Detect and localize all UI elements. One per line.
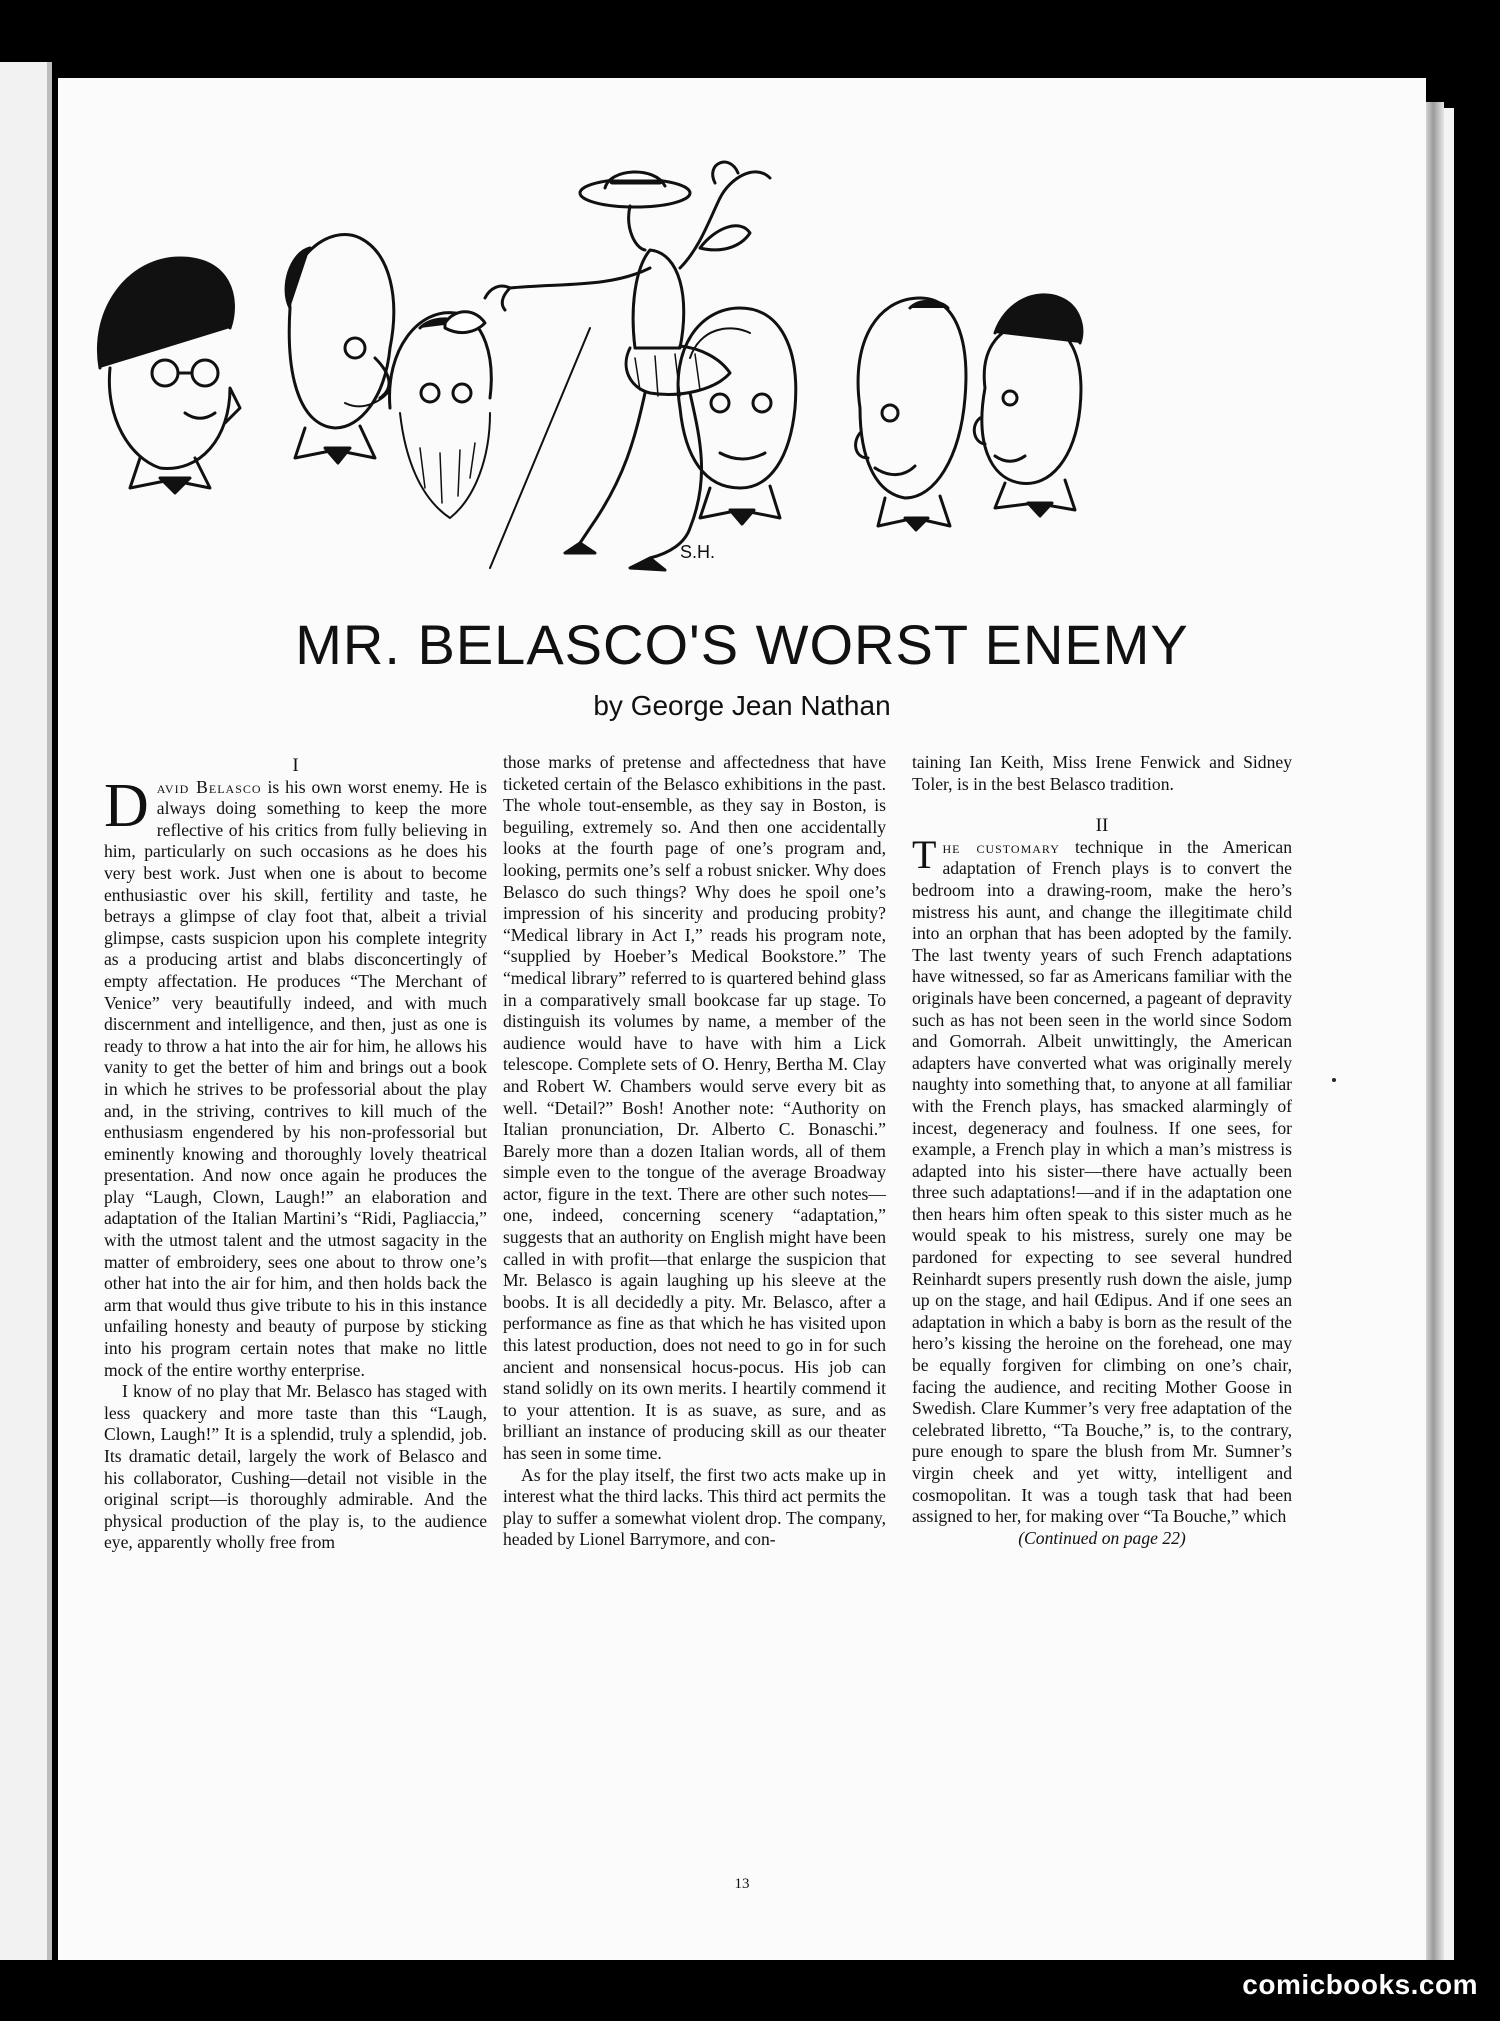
text-column-1: [104, 755, 487, 1554]
svg-text:S.H.: S.H.: [680, 542, 716, 562]
continued-note: (Continued on page 22): [1018, 1527, 1186, 1548]
drop-cap: D: [104, 771, 149, 840]
section-numeral-2: II: [1095, 815, 1109, 837]
caricature-head-5: [856, 298, 966, 530]
paragraph-text: technique in the American adaptation of French plays is to convert the bedroom into a drawing-room, make the hero’s mistress his aunt, and change the illegitimate child into an orphan that has been adopted by the family. The last twenty years of such French adaptations have witnessed, so far as Americans familiar with the originals have been concerned, a pageant of depravity such as has not been seen in the world since Sodom and Gomorrah. Albeit unwittingly, the American adapters have converted what was originally merely naughty into something that, to anyone at all familiar with the French plays, has smacked alarmingly of incest, degeneracy and foulness. If one sees, for example, a French play in which a man’s mistress is adapted into his sister—there have actually been three such adaptations!—and if in the adaptation one then hears him often speak to this sister much as he would speak to his mistress, surely one may be pardoned for expecting to see several hundred Reinhardt supers presently rush down the aisle, jump up on the stage, and hail Œdipus. And if one sees an adaptation in which a baby is born as the result of the hero’s kissing the heroine on the forehead, one may be equally forgiven for climbing on one’s chair, facing the audience, and reciting Mother Goose in Swedish. Clare Kummer’s very free adaptation of the celebrated libretto, “Ta Bouche,” is, to the contrary, pure enough to spare the blush from Mr. Sumner’s virgin cheek and yet witty, intelligent and cosmopolitan. It was a tough task that had been assigned to her, for making over “Ta Bouche,” which: [912, 836, 1292, 1527]
caricature-head-2: [286, 234, 394, 463]
print-speck: [1332, 1078, 1336, 1082]
caricature-head-6: [974, 295, 1082, 516]
caricature-illustration: [90, 158, 1330, 588]
paragraph: As for the play itself, the first two acts make up in interest what the third lacks. This third act permits the play to suffer a somewhat violent drop. The company, headed by Lionel Barrymore, and con-: [503, 1464, 886, 1550]
left-page-edge: [0, 62, 52, 1960]
lead-in-smallcaps: avid Belasco: [156, 776, 262, 797]
drop-cap: T: [912, 831, 937, 877]
dancing-girl-figure: [485, 162, 770, 570]
article-title: MR. BELASCO'S WORST ENEMY: [295, 613, 1189, 676]
article-byline: by George Jean Nathan: [593, 690, 891, 721]
page-number: 13: [734, 1876, 750, 1892]
paragraph: taining Ian Keith, Miss Irene Fenwick and Sidney Toler, is in the best Belasco tradition.: [912, 752, 1292, 794]
paragraph-text: is his own worst enemy. He is always doing something to keep the more reflective of his critics from fully believing in him, particularly on such occasions as he does his very best work. Just when one is about to become enthusiastic over his skill, fertility and taste, he betrays a glimpse of clay foot that, albeit a trivial glimpse, casts suspicion upon his complete integrity as a producing artist and blabs disconcertingly of empty affectation. He produces “The Merchant of Venice” very beautifully indeed, and with much discernment and intelligence, and then, just as one is ready to throw a hat into the air for him, he allows his vanity to get the better of him and brings out a book in which he strives to be professorial about the play and, in the striving, contrives to kill much of the enthusiasm engendered by his non-professorial but eminently knowing and thoroughly lovely theatrical presentation. And now once again he produces the play “Laugh, Clown, Laugh!” an elaboration and adaptation of the Italian Martini’s “Ridi, Pagliaccia,” with the utmost talent and the utmost sagacity in the matter of embroidery, sees one about to throw one’s other hat into the air for him, and then holds back the arm that would thus give tribute to his in this instance unfailing honesty and beauty of purpose by sticking into his program certain notes that make no little mock of the entire worthy enterprise.: [104, 776, 487, 1380]
section-numeral-1: I: [292, 755, 299, 776]
caricature-head-3: [390, 312, 492, 518]
lead-in-smallcaps: he customary: [942, 836, 1060, 857]
paragraph: I know of no play that Mr. Belasco has staged with less quackery and more taste than this “Laugh, Clown, Laugh!” It is a splendid, truly a splendid, job. Its dramatic detail, largely the work of Belasco and his collaborator, Cushing—detail not visible in the original script—is thoroughly admirable. And the physical production of the play is, to the audience eye, apparently wholly free from: [104, 1381, 487, 1553]
text-column-2: [503, 752, 886, 1551]
caricature-head-1: [98, 258, 240, 493]
text-column-3: [912, 752, 1292, 1549]
site-watermark: comicbooks.com: [1242, 1969, 1478, 2000]
page-stack-edge-outer: [1444, 108, 1454, 1960]
paragraph: [104, 771, 487, 1382]
paragraph: [912, 831, 1292, 1528]
page-stack-edge: [1426, 102, 1444, 1960]
paragraph: those marks of pretense and affectedness that have ticketed certain of the Belasco exhibitions in the past. The whole tout-ensemble, as they say in Boston, is beguiling, extremely so. And then one accidentally looks at the fourth page of one’s program and, looking, permits one’s self a robust snicker. Why does Belasco do such things? Why does he spoil one’s impression of his sincerity and producing probity? “Medical library in Act I,” reads his program note, “supplied by Hoeber’s Medical Bookstore.” The “medical library” referred to is quartered behind glass in a comparatively small bookcase far up stage. To distinguish its volumes by name, a member of the audience would have to have with him a Lick telescope. Complete sets of O. Henry, Bertha M. Clay and Robert W. Chambers would serve every bit as well. “Detail?” Bosh! Another note: “Authority on Italian pronunciation, Dr. Alberto C. Bonaschi.” Barely more than a dozen Italian words, all of them simple even to the tongue of the average Broadway actor, figure in the text. There are other such notes—one, indeed, concerning scenery “adaptation,” suggests that an authority on English might have been called in with profit—that enlarge the suspicion that Mr. Belasco is again laughing up his sleeve at the boobs. It is all decidedly a pity. Mr. Belasco, after a performance as fine as that which he has visited upon this latest production, does not need to go in for such ancient and nonsensical hocus-pocus. His job can stand solidly on its own merits. I heartily commend it to your attention. It is as suave, as sure, and as brilliant an instance of producing skill as our theater has seen in some time.: [503, 752, 886, 1463]
